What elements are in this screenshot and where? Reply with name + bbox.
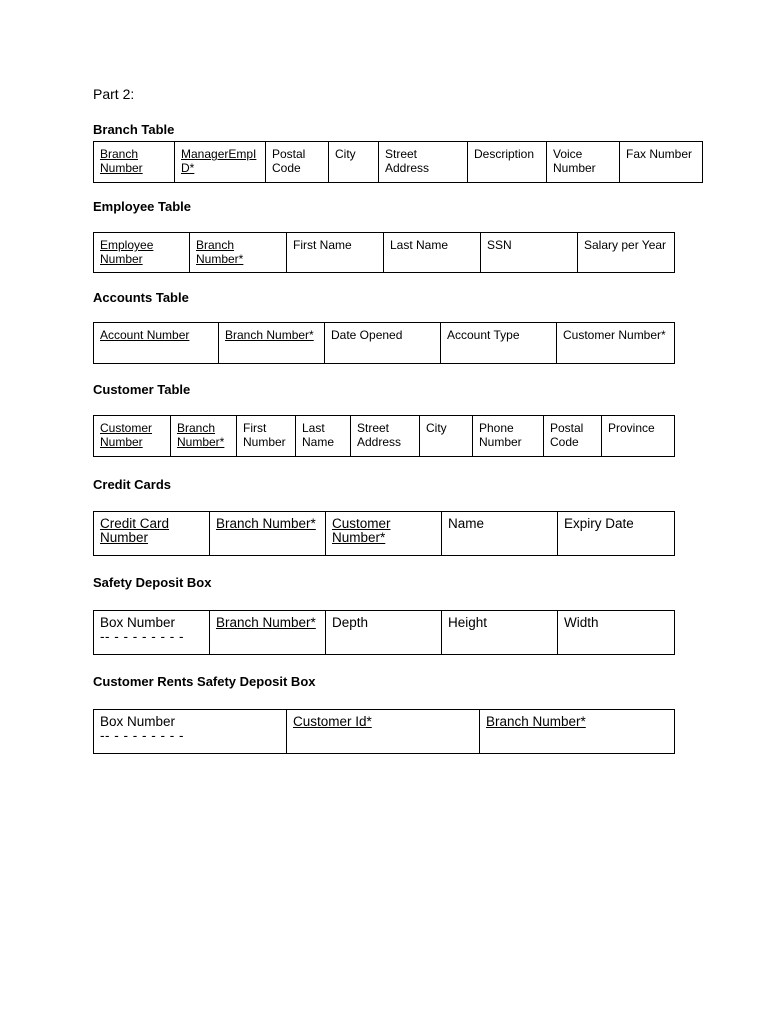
customer-cell-city: City — [420, 416, 473, 457]
branch-table-title: Branch Table — [93, 122, 175, 137]
customer-cell-customer-number: Customer Number — [94, 416, 171, 457]
customer-cell-first-number: First Number — [237, 416, 296, 457]
branch-cell-branch-number: Branch Number — [94, 142, 175, 183]
sdb-cell-width: Width — [558, 611, 675, 655]
accounts-cell-branch-number: Branch Number* — [219, 323, 325, 364]
credit-cards-cell-credit-card-number: Credit Card Number — [94, 512, 210, 556]
sdb-box-number-dashed-marker: -- - - - - - - - - — [100, 629, 184, 644]
part-label: Part 2: — [93, 86, 135, 102]
branch-table — [93, 141, 703, 183]
safety-deposit-box-title: Safety Deposit Box — [93, 575, 212, 590]
credit-cards-table — [93, 511, 675, 556]
customer-cell-phone-number: Phone Number — [473, 416, 544, 457]
branch-cell-description: Description — [468, 142, 547, 183]
branch-cell-street-address: Street Address — [379, 142, 468, 183]
customer-rents-table — [93, 709, 675, 754]
accounts-cell-customer-number: Customer Number* — [557, 323, 675, 364]
branch-cell-manager-emp-id: ManagerEmpID* — [175, 142, 266, 183]
sdb-cell-height: Height — [442, 611, 558, 655]
credit-cards-cell-branch-number: Branch Number* — [210, 512, 326, 556]
employee-table-title: Employee Table — [93, 199, 192, 214]
branch-cell-fax-number: Fax Number — [620, 142, 703, 183]
sdb-cell-branch-number: Branch Number* — [210, 611, 326, 655]
accounts-cell-account-number: Account Number — [94, 323, 219, 364]
accounts-table — [93, 322, 675, 364]
customer-cell-branch-number: Branch Number* — [171, 416, 237, 457]
customer-cell-street-address: Street Address — [351, 416, 420, 457]
employee-cell-last-name: Last Name — [384, 233, 481, 273]
branch-cell-postal-code: Postal Code — [266, 142, 329, 183]
customer-cell-province: Province — [602, 416, 675, 457]
accounts-cell-account-type: Account Type — [441, 323, 557, 364]
employee-cell-ssn: SSN — [481, 233, 578, 273]
credit-cards-cell-name: Name — [442, 512, 558, 556]
rents-cell-branch-number: Branch Number* — [480, 710, 675, 754]
accounts-cell-date-opened: Date Opened — [325, 323, 441, 364]
employee-cell-salary-per-year: Salary per Year — [578, 233, 675, 273]
accounts-table-title: Accounts Table — [93, 290, 189, 305]
customer-cell-last-name: Last Name — [296, 416, 351, 457]
credit-cards-cell-expiry-date: Expiry Date — [558, 512, 675, 556]
customer-rents-title: Customer Rents Safety Deposit Box — [93, 674, 316, 689]
rents-box-number-dashed-marker: -- - - - - - - - - — [100, 728, 184, 743]
employee-cell-first-name: First Name — [287, 233, 384, 273]
employee-table — [93, 232, 675, 273]
credit-cards-title: Credit Cards — [93, 477, 172, 492]
safety-deposit-box-table — [93, 610, 675, 655]
customer-table — [93, 415, 675, 457]
employee-cell-branch-number: Branch Number* — [190, 233, 287, 273]
sdb-cell-depth: Depth — [326, 611, 442, 655]
employee-cell-employee-number: Employee Number — [94, 233, 190, 273]
branch-cell-voice-number: Voice Number — [547, 142, 620, 183]
rents-cell-box-number: Box Number -- - - - - - - - - — [94, 710, 287, 754]
credit-cards-cell-customer-number: Customer Number* — [326, 512, 442, 556]
rents-cell-customer-id: Customer Id* — [287, 710, 480, 754]
customer-cell-postal-code: Postal Code — [544, 416, 602, 457]
sdb-cell-box-number: Box Number -- - - - - - - - - — [94, 611, 210, 655]
customer-table-title: Customer Table — [93, 382, 191, 397]
branch-cell-city: City — [329, 142, 379, 183]
